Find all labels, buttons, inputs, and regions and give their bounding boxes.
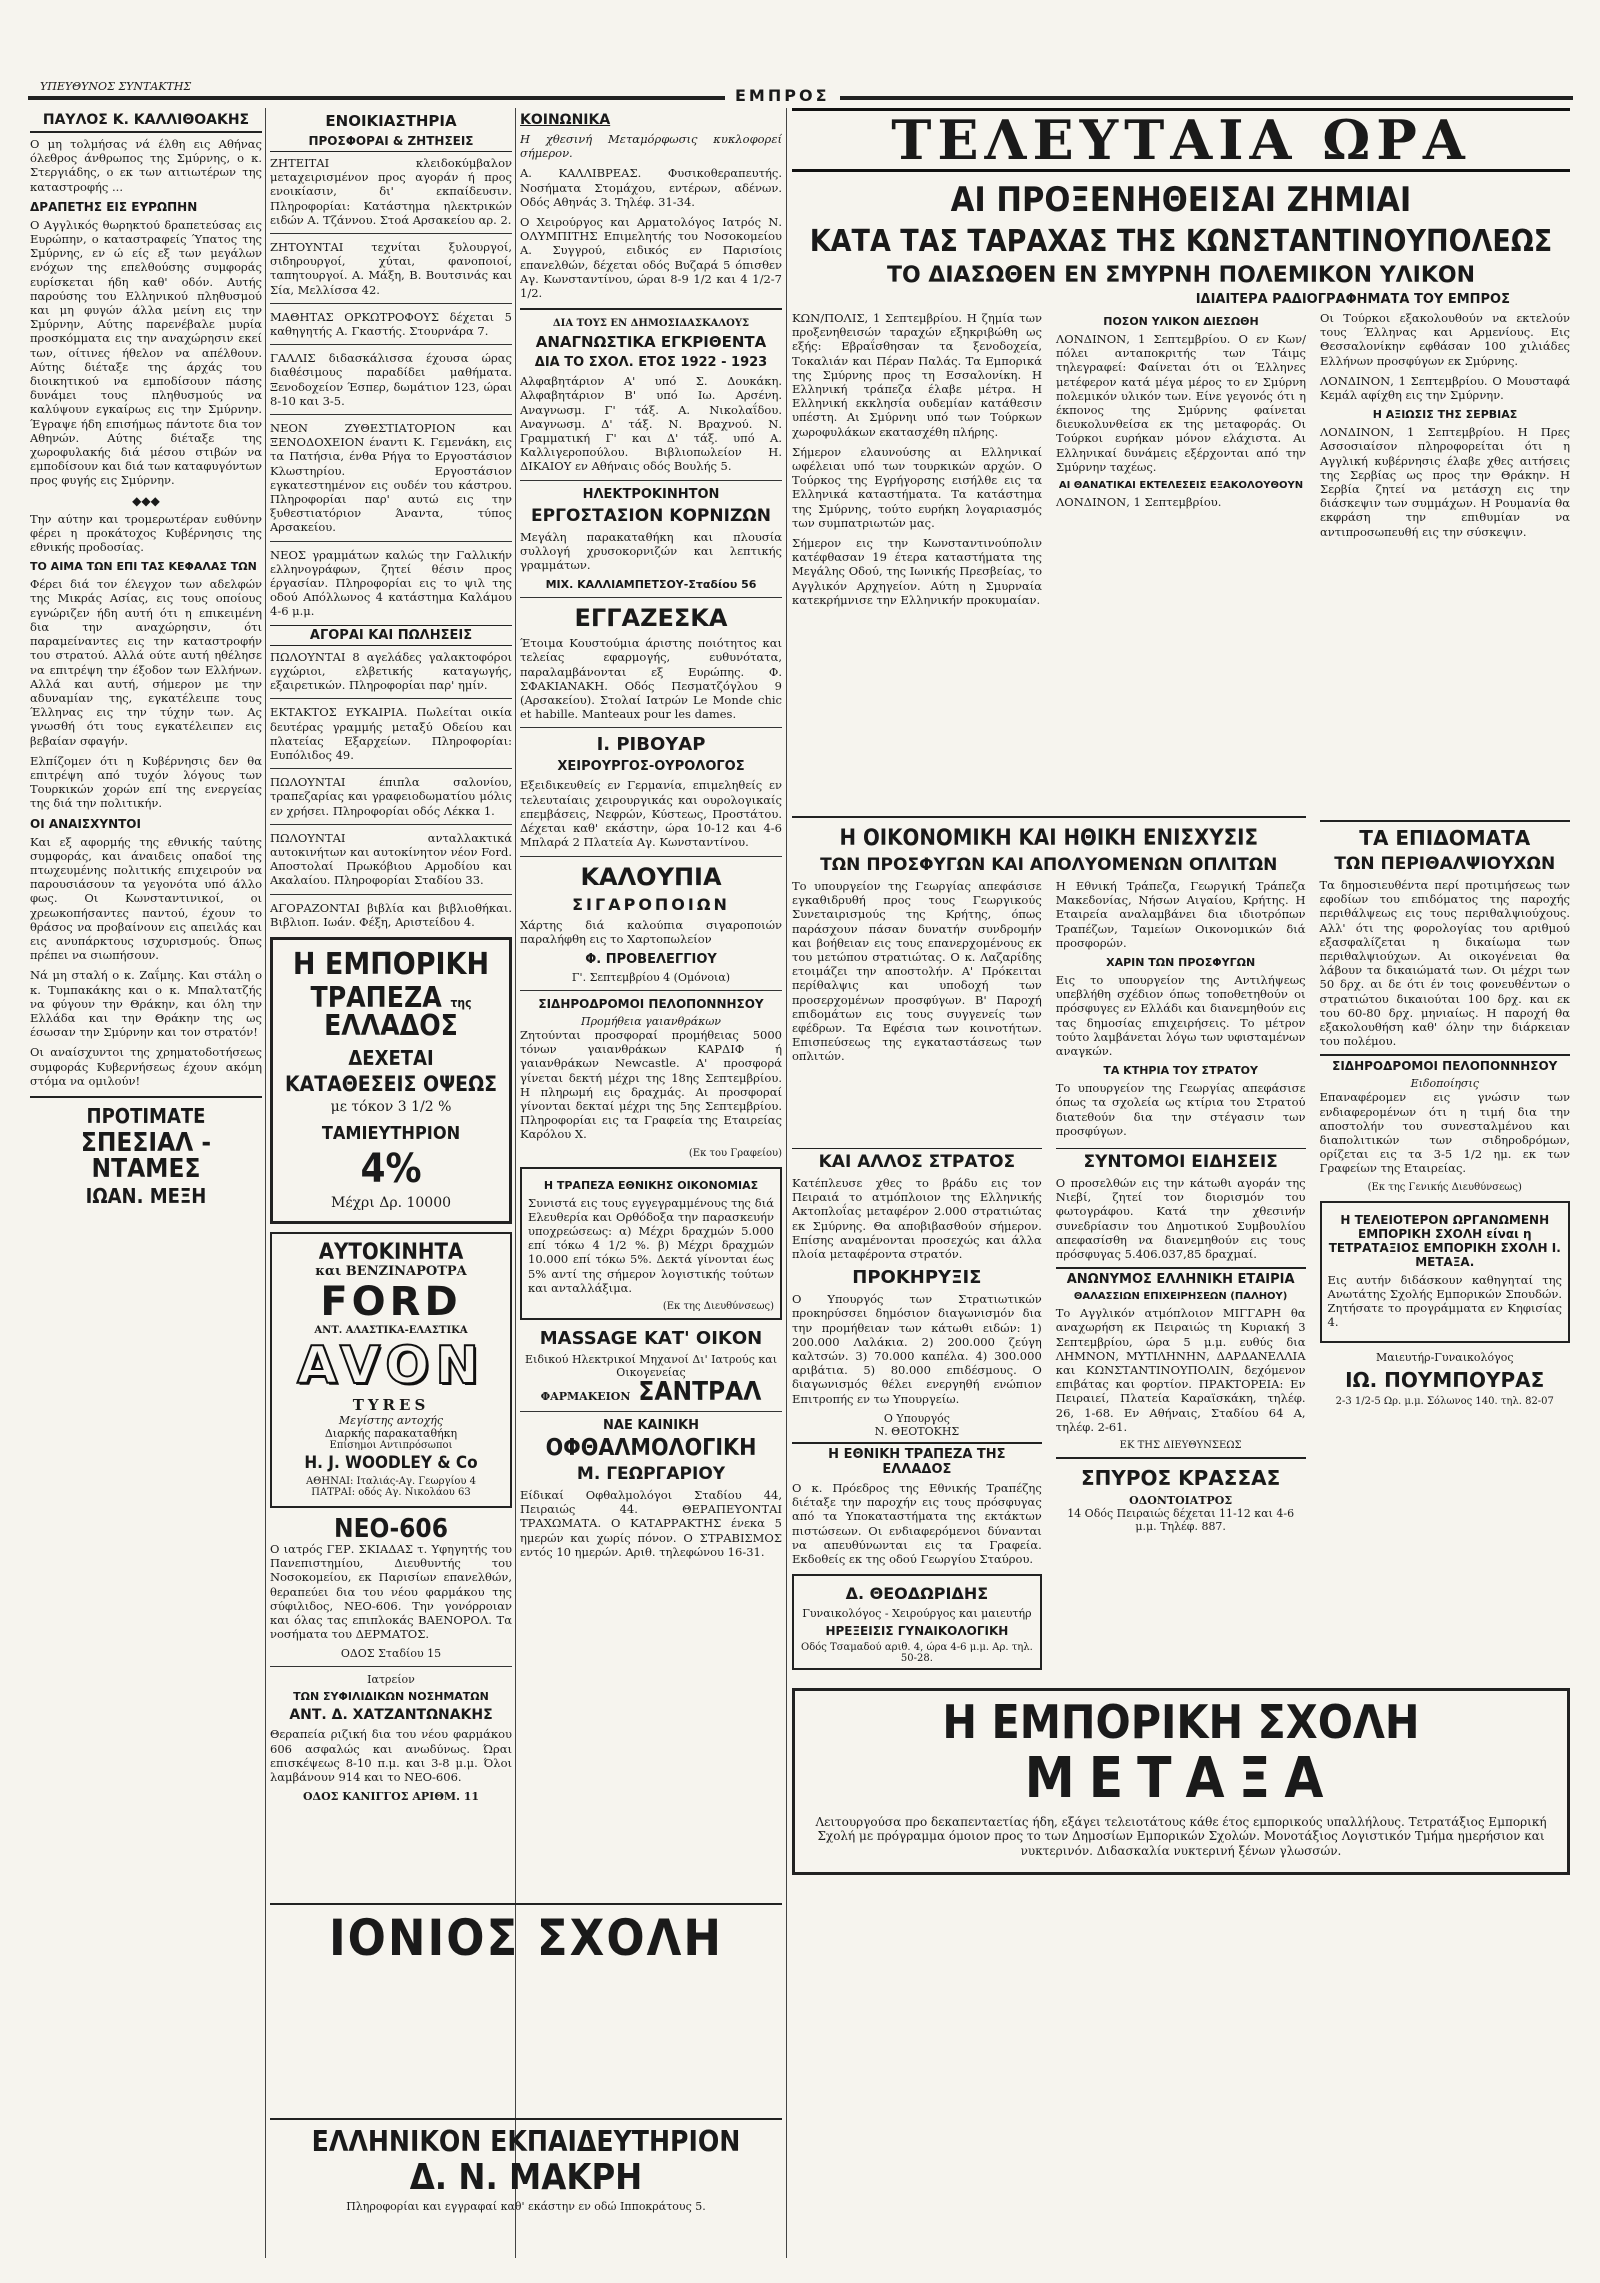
auto-ad-line: Μεγίστης αντοχής [338,1413,444,1427]
tailor-title: ΕΓΓΑΖΕΣΚΑ [574,604,728,633]
clinic-text: Θεραπεία ριζική δια του νέου φαρμάκου 606 ασφαλώς και ανωδύνως. Ώραι επισκέψεως 8-10 π.μ. και 3-8 μ.μ. Όλοι λαμβάνουν 914 και το ΝΕΟ-606. [270,1727,512,1784]
proclamation-headline: ΠΡΟΚΗΡΥΞΙΣ [852,1267,982,1289]
bank-ad-word: ΕΛΛΑΔΟΣ [324,1008,458,1042]
society-heading: ΚΟΙΝΩΝΙΚΑ [520,112,611,128]
classifieds-heading: ΕΝΟΙΚΙΑΣΤΗΡΙΑ [325,112,457,130]
national-bank-headline: Η ΕΘΝΙΚΗ ΤΡΑΠΕΖΑ ΤΗΣ ΕΛΛΑΔΟΣ [792,1442,1042,1477]
clinic-line: ΤΩΝ ΣΥΦΙΛΙΔΙΚΩΝ ΝΟΣΗΜΑΤΩΝ [293,1690,489,1704]
makris-school-ad [270,2110,782,2213]
neo606-text: Ο ιατρός ΓΕΡ. ΣΚΙΑΔΑΣ τ. Υφηγητής του Πανεπιστημίου, Διευθυντής του Νοσοκομείου, εκ Παρισίων επανελθών, θεραπεύει δια του νέου φαρμάκου της σύφιλιδος, ΝΕΟ-606. Την γονόρροιαν και όλας τας επιπλοκάς ΒΑΕΝΟΡΟΛ. Τα νοσήματα του ΔΕΡΜΑΤΟΣ. [270,1541,512,1642]
divider [520,990,782,991]
divider [520,1411,782,1412]
frames-kicker: ΗΛΕΚΤΡΟΚΙΝΗΤΟΝ [582,486,720,502]
editorial-paragraph: Ελπίζομεν ότι η Κυβέρνησις δεν θα επιτρέψη από τυχόν λόγους των Τουρκικών χορών επί της ενεργείας της διά την πολιτικήν. [30,753,262,811]
ionian-school-title: ΙΟΝΙΟΣ ΣΧΟΛΗ [328,1909,724,1967]
divider [520,308,782,310]
latest-hour-banner: ΤΕΛΕΥΤΑΙΑ ΩΡΑ [792,108,1570,172]
lead-credit: ΙΔΙΑΙΤΕΡΑ ΡΑΔΙΟΓΡΑΦΗΜΑΤΑ ΤΟΥ ΕΜΠΡΟΣ [1195,292,1510,307]
refugee-subheadline: ΤΩΝ ΠΡΟΣΦΥΓΩΝ ΚΑΙ ΑΠΟΛΥΟΜΕΝΩΝ ΟΠΛΙΤΩΝ [820,855,1278,875]
moulds-address: Γ'. Σεπτεμβρίου 4 (Ομόνοια) [571,970,731,984]
doctor-subtitle: ΧΕΙΡΟΥΡΓΟΣ-ΟΥΡΟΛΟΓΟΣ [557,759,745,775]
newspaper-name: ΕΜΠΡΟΣ [725,86,840,105]
editorial-paragraph: Την αύτην και τρομερωτέραν ευθύνην φέρει η προκάτοχος Κυβέρνησις της εθνικής προδοσίας. [30,511,262,555]
column-rule [786,108,787,2258]
allowance-subheadline: ΤΩΝ ΠΕΡΙΘΑΛΨΙΟΥΧΩΝ [1334,854,1556,874]
obstetrician-text: 2-3 1/2-5 Ωρ. μ.μ. Σόλωνος 140. τηλ. 82-07 [1335,1396,1554,1408]
allowance-text: Τα δημοσιευθέντα περί προτιμήσεως των εφοδίων του επιδόματος της παροχής περιθάλψεως εις τους περιθαλψιούχους. Αλλ' ότι της φορολογίας του αριθμού εξασφαλίζεται η δικαίωμα των περιθαλψιούχων. Αι οικογένειαι θα λάβουν τα δικαιώματά των. Οι μέχρι των 50 δρχ. αι δε ότι έν τοις φονευθέντων ο στρατιώτου δικαιούται 100 δρχ. και εκ του 60-80 δρχ. μηνιαίως. Η παροχή θα εξακολουθήση καθ' όλην την διάρκειαν του πολέμου. [1319,878,1570,1049]
school-notice [1320,1201,1570,1344]
commercial-school-title: Η ΕΜΠΟΡΙΚΗ ΣΧΟΛΗ [942,1695,1420,1750]
divider [270,303,512,304]
classified-ad: ΝΕΟΣ γραμμάτων καλώς την Γαλλικήν ελληνογράφων, ζητεί θέσιν προς έργασίαν. Πληροφορίαι εις το ψιλ της οδού Απόλλωνος 4 κατάστημα Καλάμου 4-6 μ.μ. [270,547,512,619]
refugee-columns [792,879,1306,1144]
doctor-title: Ι. ΡΙΒΟΥΑΡ [596,734,706,756]
massage-pharmacy [520,1376,782,1407]
editorial-heading: ΟΙ ΑΝΑΙΣΧΥΝΤΟΙ [30,816,141,831]
divider [270,233,512,234]
editorial-heading: ΤΟ ΑΙΜΑ ΤΩΝ ΕΠΙ ΤΑΣ ΚΕΦΑΛΑΣ ΤΩΝ [30,560,257,574]
school-notice-heading: Η ΤΕΛΕΙΟΤΕΡΟΝ ΩΡΓΑΝΩΜΕΝΗ ΕΜΠΟΡΙΚΗ ΣΧΟΛΗ είναι η ΤΕΤΡΑΤΑΞΙΟΣ ΕΜΠΟΡΙΚΗ ΣΧΟΛΗ Ι. ΜΕΤΑΞΑ. [1328,1212,1561,1269]
classified-ad: ΖΗΤΟΥΝΤΑΙ τεχνίται ξυλουργοί, σιδηρουργοί, χύται, φανοποιοί, ταπητουργοί. Α. Μάξη, Β. Βουτσινάς και Σία, Μελλίσσα 42. [270,240,512,297]
ophthalmic-title: ΟΦΘΑΛΜΟΛΟΓΙΚΗ [545,1434,757,1461]
classified-ad: ΓΑΛΛΙΣ διδασκάλισσα έχουσα ώρας διαθέσιμους παραδίδει μαθήματα. Ξενοδοχείον Έσπερ, δωμάτιον 123, ώραι 8-10 και 3-5. [270,351,512,408]
editorial-paragraph: Νά μη σταλή ο κ. Ζαΐμης. Και στάλη ο κ. Τυμπακάκης και ο κ. Μπαλτατζής να φύγουν την Θράκην, και όλη την Ελλάδα και την Θράκην της ως έσωσαν την Σμύρνην και τον στρατόν! [30,968,262,1040]
ionian-school-ad [270,1895,782,1967]
avon-logo: AVON [297,1335,485,1396]
auto-ad-title: ΑΥΤΟΚΙΝΗΤΑ [318,1239,464,1265]
editorial-paragraph: Και εξ αφορμής της εθνικής ταύτης συμφοράς, και άναιδεις οπαδοί της πτωχευμένης πολιτικής επιχειρούν να παρουσιάσουν τα γεγονότα υπό άλλο φως. Οι Κωνσταντινικοί, οι χρεωκοπήσαντες παντού, έχουν το θράσος να προβαίνουν εις απειλάς και εις ανυπάρκτους ισχυρισμούς. Όπως πρέπει να σιωπήσουν. [30,834,262,963]
clinic-address: ΟΔΟΣ ΚΑΝΙΓΓΟΣ ΑΡΙΘΜ. 11 [302,1790,480,1804]
lower-right [1320,816,1570,1678]
proclamation-sign: Ο Υπουργός Ν. ΘΕΟΤΟΚΗΣ [874,1411,960,1438]
refugee-text: Το υπουργείον της Γεωργίας απεφάσισε εγκαθιδρυθή προς τους Γεωργικούς Συνεταιρισμούς της Κρήτης, όπως παράσχουν πάσαν δυνατήν συνδρομήν και βοήθειαν εις τους επανερχομένους εκ του μετώπου στρατιώτας. Ο κ. Λαζαρίδης ετοιμάζει την αποστολήν. Α' Πρόκειται περίθαλψις και υποδοχή των προσερχομένων προσφύγων. Β' Παροχή επιδομάτων εις τους συγγενείς των εφέδρων. Τα Εφέσια των κοινοτήτων. Επισπεύσεως της εγκαταστάσεως των οπλιτών. [792,879,1042,1064]
gyn-ad [792,1574,1042,1670]
railway-heading: ΣΙΔΗΡΟΔΡΟΜΟΙ ΠΕΛΟΠΟΝΝΗΣΟΥ [538,996,764,1011]
lead-subheadline: ΤΟ ΔΙΑΣΩΘΕΝ ΕΝ ΣΜΥΡΝΗ ΠΟΛΕΜΙΚΟΝ ΥΛΙΚΟΝ [886,263,1476,288]
dentist-sub: ΟΔΟΝΤΟΙΑΤΡΟΣ [1129,1494,1233,1508]
frames-address: ΜΙΧ. ΚΑΛΛΙΑΜΠΕΤΣΟΥ-Σταδίου 56 [545,578,757,592]
bank-ad [270,937,512,1224]
railway2-heading: ΣΙΔΗΡΟΔΡΟΜΟΙ ΠΕΛΟΠΟΝΝΗΣΟΥ [1320,1054,1570,1073]
column-classifieds [270,108,512,2148]
bank-ad-line [279,980,503,1042]
savings-bank-ad [520,1167,782,1320]
director-label: ΥΠΕΥΘΥΝΟΣ ΣΥΝΤΑΚΤΗΣ [40,80,192,93]
gyn-text: Οδός Τσαμαδού αριθ. 4, ώρα 4-6 μ.μ. Αρ. τηλ. 50-28. [801,1642,1033,1665]
bank-ad-word: της [450,995,472,1010]
news-column [1320,311,1570,816]
refugee-section [792,816,1306,1144]
news-item: ΛΟΝΔΙΝΟΝ, 1 Σεπτεμβρίου. Η Πρες Ασσοσιαίσον πληροφορείται ότι η Αγγλική κυβέρνησις έλαβε χθες αιτήσεις της Σερβίας ως προς την Θράκην. Η Σερβία ζητεί να μετάσχη εις την διάσκεψιν των συμμάχων. Η Ρουμανία θα εκφράση την επιθυμίαν να αντιπροσωπευθή εις την σύσκεψιν. [1320,425,1570,539]
editorial-heading: ΔΡΑΠΕΤΗΣ ΕΙΣ ΕΥΡΩΠΗΝ [30,199,198,214]
ophthalmic-text: Είδικαί Οφθαλμολόγοι Σταδίου 44, Πειραιώς 44. ΘΕΡΑΠΕΥΟΝΤΑΙ ΤΡΑΧΩΜΑΤΑ. Ο ΚΑΤΑΡΡΑΚΤΗΣ ένεκα 5 ημερών και χωρίς πόνον. Ο ΣΤΡΑΒΙΣΜΟΣ εντός 10 ημερών. Αριθ. τηλεφώνου 16-31. [520,1487,782,1559]
shipping-headline: ΑΝΩΝΥΜΟΣ ΕΛΛΗΝΙΚΗ ΕΤΑΙΡΙΑ [1056,1267,1306,1287]
classified-ad: ΠΩΛΟΥΝΤΑΙ ανταλλακτικά αυτοκινήτων και αυτοκίνητον νέον Ford. Αποστολαί Πρωκόβιου Αρμοδίου και Ακαλαίου. Πληροφορίαι Σταδίου 33. [270,830,512,888]
divider [270,1903,782,1905]
news-item: ΛΟΝΔΙΝΟΝ, 1 Σεπτεμβρίου. Ο Μουσταφά Κεμάλ αφίχθη εις την Σμύρνην. [1320,373,1570,403]
classified-ad: ΠΩΛΟΥΝΤΑΙ 8 αγελάδες γαλακτοφόροι εγχώριοι, ελβετικής καταγωγής, εξαιρετικών. Πληροφορίαι παρ' ημίν. [270,649,512,693]
column-latest-news [792,108,1570,2258]
refugee-text: Εις το υπουργείον της Αντιλήψεως υπεβλήθη σχέδιον όπως τοποθετηθούν οι πρόσφυγες εν Ελλάδι και διανεμηθούν εις τας δημοσίας επιχειρήσεις. Το μέτρον τούτο λαμβάνεται λόγω των υφισταμένων αναγκών. [1055,973,1306,1059]
frames-text: Μεγάλη παρακαταθήκη και πλουσία συλλογή χρυσοκορνιζών και λεπτικής γραμμάτων. [520,529,782,573]
allowance-headline: ΤΑ ΕΠΙΔΟΜΑΤΑ [1320,820,1570,850]
moulds-title: ΚΑΛΟΥΠΙΑ [580,862,722,891]
schoolbook-subtitle: ΔΙΑ ΤΟ ΣΧΟΛ. ΕΤΟΣ 1922 - 1923 [534,355,768,371]
bank-ad-line: Η ΕΜΠΟΡΙΚΗ [292,946,490,982]
moulds-name: Φ. ΠΡΟΒΕΛΕΓΓΙΟΥ [585,951,717,967]
column-society [520,108,782,2098]
news-item: ΛΟΝΔΙΝΟΝ, 1 Σεπτεμβρίου. Ο εν Κων/πόλει ανταποκριτής των Τάιμς τηλεγραφεί: Φαίνεται ότι οι Έλληνες μετέφερον κατά μέγα μέρος το εν Σμύρνη πολεμικόν υλικόν των. Είνε γεγονός ότι η έκπονος της Σμύρνης φαίνεται διευκολυνθείσα εκ της μεταφοράς. Οι Τούρκοι ευρήκαν μόνον ελάχιστα. Αι Ελληνικαί δυνάμεις εξέρχονται από την Σμύρνην ταχέως. [1056,332,1306,474]
news-column [1056,311,1306,816]
ad-special-title: ΣΠΕΣΙΑΛ - ΝΤΑΜΕΣ [80,1127,212,1184]
society-item: Ο Χειρούργος και Αρματολόγος Ιατρός Ν. ΟΛΥΜΠΙΤΗΣ Επιμελητής του Νοσοκομείου Α. Συγγρού, ειδικός εν Παρισίοις επανελθών, δέχεται οδός Βυζαρά 5 όπισθεν Αγ. Κωνσταντίνου, ώραι 8-9 1/2 και 4 1/2-7 1/2. [520,215,782,301]
frames-title: ΕΡΓΟΣΤΑΣΙΟΝ ΚΟΡΝΙΖΩΝ [531,505,771,526]
doctor-text: Εξειδικευθείς εν Γερμανία, επιμεληθείς εν τελευταίαις χειρουργικάς και ουρολογικαίς επεμβάσεις, Νεφρών, Κύστεως, Προστάτου. Δέχεται καθ' εκάστην, ώρα 10-12 και 4-6 Μπλαρά 2 Πλατεία Αγ. Κωνσταντίνου. [520,778,782,850]
lead-headline: ΑΙ ΠΡΟΞΕΝΗΘΕΙΣΑΙ ΖΗΜΙΑΙ [950,180,1412,220]
refugee-heading: ΤΑ ΚΤΗΡΙΑ ΤΟΥ ΣΤΡΑΤΟΥ [1103,1064,1258,1078]
bank-ad-line: με τόκον 3 1/2 % [330,1098,452,1115]
classified-ad: ΝΕΟΝ ΖΥΘΕΣΤΙΑΤΟΡΙΟΝ και ΞΕΝΟΔΟΧΕΙΟΝ έναντι Κ. Γεμενάκη, εις τα Πατήσια, ένθα Ρήγα το Εργοστάσιον Κλωστηρίου. Εργοστάσιον εγκατεστημένον εις ουδέν του κάστρου. Πληροφορίαι παρ' αυτώ εις την ξυθεστιατόριον Άναντα, τύπος Αρσακείου. [270,421,512,535]
divider [520,597,782,598]
neo606-address: ΟΔΟΣ Σταδίου 15 [340,1647,442,1661]
news-item: ΛΟΝΔΙΝΟΝ, 1 Σεπτεμβρίου. [1056,495,1222,510]
divider [30,1096,262,1098]
classified-ad: ΑΓΟΡΑΖΟΝΤΑΙ βιβλία και βιβλιοθήκαι. Βιβλιοπ. Ιωάν. Φέξη, Αριστείδου 4. [270,900,512,929]
dentist-text: 14 Οδός Πειραιώς δέχεται 11-12 και 4-6 μ.μ. Τηλέφ. 887. [1067,1507,1295,1534]
editorial-intro: Ο μη τολμήσας νά έλθη εις Αθήνας όλεθρος άνθρωπος της Σμύρνης, ο κ. Στεργιάδης, ο εκ των αιτιωτέρων της καταστροφής ... [30,137,262,194]
auto-ad-line: ΑΘΗΝΑΙ: Ιταλιάς-Αγ. Γεωργίου 4 [305,1475,477,1487]
massage-pharmacy-name: ΣΑΝΤΡΑΛ [638,1376,762,1407]
savings-bank-text: Συνιστά εις τους εγγεγραμμένους της διά Ελευθερία και Ορθόδοξα την παρασκευήν υποχρεώσεως: α) Μέχρι δραχμών 5.000 επί τόκω 4 1/2 %. β) Μέχρι δραχμών 10.000 επί τόκω 5%. Δεκτά γίνονται έως 5% αντί της σήμερον λογιστικής τούτων και ανταλλάξιμα. [528,1195,774,1295]
lower-section [792,816,1570,1678]
gyn-sub: Γυναικολόγος - Χειρούργος και μαιευτήρ [802,1607,1032,1621]
news-columns [792,311,1570,816]
news-heading: ΑΙ ΘΑΝΑΤΙΚΑΙ ΕΚΤΕΛΕΣΕΙΣ ΕΞΑΚΟΛΟΥΘΟΥΝ [1058,480,1304,492]
refugee-text: Το υπουργείον της Γεωργίας απεφάσισε όπως τα σχολεία ως κτίρια του Στρατού διατεθούν δια την στέγασιν των προσφύγων. [1055,1081,1306,1138]
news-item: Οι Τούρκοι εξακολουθούν να εκτελούν τους Έλληνας και Αρμενίους. Εις Θεσσαλονίκην εφθάσαν 100 χιλιάδες Ελλήνων προσφύγων εκ Σμύρνης. [1320,311,1570,368]
divider [270,698,512,699]
schoolbook-text: Αλφαβητάριον Α' υπό Σ. Δουκάκη. Αλφαβητάριον Β' υπό Ιω. Αρσένη. Αναγνωσμ. Γ' τάξ. Α. Νικολαΐδου. Αναγνωσμ. Δ' τάξ. Ν. Βραχνού. Ν. Γραμματική Γ' και Δ' τάξ. υπό Α. Καλλιγεροπούλου. Βιβλιοπωλείον Η. ΔΙΚΑΙΟΥ εν Αθήναις οδός Βουλής 5. [520,374,782,474]
divider [520,856,782,857]
news-item: ΚΩΝ/ΠΟΛΙΣ, 1 Σεπτεμβρίου. Η ζημία των προξενηθεισών ταραχών εξηκριβώθη ως εξής: Εβραΐσθησαν τα ξενοδοχεία, Τοκαλιάν και Πέραν Παλάς. Τα Εμπορικά της Σμύρνης προς τη Εσσαλονίκη. Η Ελληνική τράπεζα έλαβε μέτρα. Η Ελληνική εκκλησία ουδεμίαν κατάθεσιν υπέστη. Αι Σμύρνηι υπό των Τούρκων χωροφυλάκων εκατασχέθη πλήρης. [792,311,1042,439]
auto-ad-line: Επίσημοι Αντιπρόσωποι [329,1439,453,1451]
obstetrician-name: ΙΩ. ΠΟΥΜΠΟΥΡΑΣ [1345,1368,1545,1393]
makris-school-text: Πληροφορίαι και εγγραφαί καθ' εκάστην εν οδώ Ιπποκράτους 5. [346,2200,706,2213]
bank-ad-word: ΤΡΑΠΕΖΑ [310,980,442,1014]
news-heading: ΠΟΣΟΝ ΥΛΙΚΟΝ ΔΙΕΣΩΘΗ [1103,315,1259,328]
news-column [792,311,1042,816]
gyn-sub2: ΗΡΕΞΕΙΣΙΣ ΓΥΝΑΙΚΟΛΟΓΙΚΗ [825,1624,1009,1639]
editorial-paragraph: Ο Αγγλικός θωρηκτού δραπετεύσας εις Ευρώπην, ο καταστραφείς Ύπατος της Σμύρνης, εν ώ είς εξ των μεγάλων ενόχων της επελθούσης συμφοράς ευρίσκεται ήδη καθ' οδόν. Αυτής παρούσης του Ελληνικού πληθυσμού και μη φυγών άλλα μείνη εις την Σμύρνην, Αύτης παρενέβαλε μυρία προσκόμματα εις την αναχώρησιν εκεί των, οίτινες ήθελον να απέλθουν. Αύτης διέταξε της άρχάς του διοικητικού να εμποδίσουν πάσης δυνάμει τους πληθυσμούς να καλύψουν εγκαίρως εις την Σμύρνην. Έγραψε ήδη επισήμως πάντοτε δια τον Αθηνών. Αύτης διέταξε της χωροφυλακής διά μέσου στιβών να εμποδίσουν και διά των καταφυγόντων προς φυγής εις Σμύρνην. [30,217,262,488]
school-notice-text: Εις αυτήν διδάσκουν καθηγηταί της Ανωτάτης Σχολής Εμπορικών Σπουδών. Ζητήσατε το προγράμματα εν Κηφισίας 4. [1327,1272,1562,1330]
ad-special-name: ΙΩΑΝ. ΜΕΞΗ [85,1183,207,1208]
commercial-school-name: ΜΕΤΑΞΑ [1024,1746,1338,1812]
brief-news-text: Ο προσελθών εις την κάτωθι αγοράν της Νιεβί, ζητεί τον διορισμόν του φωτογράφου. Κατά την χθεσινήν συνεδρίασιν του Δημοτικού Συμβουλίου απεφασίσθη να διανεμηθούν εις τους πρόσφυγας 5.406.037,85 δραχμαί. [1055,1176,1306,1262]
separator-ornament: ◆◆◆ [132,493,160,508]
auto-ad [270,1232,512,1508]
ad-prefer-label: ΠΡΟΤΙΜΑΤΕ [86,1103,206,1128]
refugee-heading: ΧΑΡΙΝ ΤΩΝ ΠΡΟΣΦΥΓΩΝ [1106,956,1256,970]
auto-ad-line: ΠΑΤΡΑΙ: οδός Αγ. Νικολάου 63 [311,1486,471,1498]
massage-pharmacy-label: ΦΑΡΜΑΚΕΙΟΝ [540,1389,631,1403]
divider [270,894,512,895]
news-item: Σήμερον εις την Κωνσταντινούπολιν κατέφθασαν 19 έτερα καταστήματα της Μεγάλης Οδού, της Ιωνικής Πρεσβείας, το Αγγλικόν Αρχηγείον. Αύτη η Σμυρναία κατεκρήμνισε την Ελληνικήν προκυμαίαν. [792,536,1042,607]
director-name: ΠΑΥΛΟΣ Κ. ΚΑΛΛΙΘΟΑΚΗΣ [30,112,262,133]
auto-ad-company: H. J. WOODLEY & Co [304,1452,478,1473]
lower-left [792,816,1306,1678]
auto-ad-line: Διαρκής παρακαταθήκη [324,1426,458,1440]
mid-column [792,1144,1042,1678]
sales-heading: ΑΓΟΡΑΙ ΚΑΙ ΠΩΛΗΣΕΙΣ [270,625,512,646]
ophthalmic-kicker: ΝΑΕ ΚΑΙΝΙΚΗ [603,1417,699,1433]
divider [270,541,512,542]
tailor-text: Έτοιμα Κουστούμια άριστης ποιότητος και τελείας εφαρμογής, ευθυνότατα, παραλαμβάνονται εξ Ευρώπης. Φ. ΣΦΑΚΙΑΝΑΚΗ. Οδός Πεσματζόγλου 9 (Αρσακείου). Στολαί Ιατρών Le Monde chic et habille. Manteaux pour les dames. [520,636,782,722]
ophthalmic-name: Μ. ΓΕΩΡΓΑΡΙΟΥ [576,1463,726,1484]
shipping-text: Το Αγγλικόν ατμόπλοιον ΜΙΓΓΑΡΗ θα αναχωρήση εκ Πειραιώς τη Κυριακή 3 Σεπτεμβρίου, ώρα 5 μ.μ. ευθύς δια ΛΗΜΝΟΝ, ΜΥΤΙΛΗΝΗΝ, ΔΑΡΔΑΝΕΛΛΙΑ και ΚΩΝΣΤΑΝΤΙΝΟΥΠΟΛΙΝ, δεχόμενον επιβάτας και φορτίον. ΠΡΑΚΤΟΡΕΙΑ: Εν Πειραιεί, Πλατεία Καραϊσκάκη, τηλέφ. 26, 1-68. Εν Αθήναις, Σταδίου 64 Α, τηλέφ. 2-61. [1055,1306,1306,1434]
clinic-line: Ιατρείον [367,1673,415,1687]
auto-ad-line: TYRES [352,1395,430,1414]
railway-sign: (Εκ του Γραφείου) [688,1147,782,1159]
schoolbook-title: ΑΝΑΓΝΩΣΤΙΚΑ ΕΓΚΡΙΘΕΝΤΑ [535,333,767,352]
moulds-text: Χάρτης διά καλούπια σιγαροποιών παραλήφθη εις το Χαρτοπωλείον [520,917,782,946]
commercial-school-ad [792,1688,1570,1875]
shipping-subheadline: ΘΑΛΑΣΣΙΩΝ ΕΠΙΧΕΙΡΗΣΕΩΝ (ΠΑΛΗΟΥ) [1073,1291,1288,1303]
refugee-column [1056,879,1306,1144]
classified-ad: ΜΑΘΗΤΑΣ ΟΡΚΩΤΡΟΦΟΥΣ δέχεται 5 καθηγητής Α. Γκαστής. Στουρνάρα 7. [270,309,512,339]
divider [520,480,782,481]
society-item: Η χθεσινή Μεταμόρφωσις κυκλοφορεί σήμερον. [520,132,782,161]
bank-ad-line: Μέχρι Δρ. 10000 [330,1194,452,1211]
massage-title: MASSAGE ΚΑΤ' ΟΙΚΟΝ [539,1327,763,1349]
shipping-sign: ΕΚ ΤΗΣ ΔΙΕΥΘΥΝΣΕΩΣ [1119,1440,1242,1452]
news-item: Σήμερον ελαυνούσης αι Ελληνικαί ωφέλειαι υπό των τουρκικών αρχών. Ο Τούρκος της Εγρήγορσης εισήλθε εις τα Ελληνικά καταστήματα. Τα κατάστημα της Σμύρνης, τούτο ευρήκη λογαριασμός των συμπατριωτών μας. [792,444,1042,530]
obstetrician-sub: Μαιευτήρ-Γυναικολόγος [1376,1351,1514,1365]
clinic-doctor: ΑΝΤ. Δ. ΧΑΤΖΑΝΤΩΝΑΚΗΣ [289,1707,493,1724]
divider [270,824,512,825]
editorial-paragraph: Οι αναίσχυντοι της χρηματοδοτήσεως συμφοράς Κυβερνήσεως έχουν ακόμη στόμα να ομιλούν! [30,1045,262,1088]
column-editorial [30,108,262,2258]
bank-ad-line: ΚΑΤΑΘΕΣΕΙΣ ΟΨΕΩΣ [284,1071,498,1096]
column-rule [265,108,266,2258]
railway-subheading: Προμήθεια γαιανθράκων [580,1014,721,1028]
railway2-text: Επαναφέρομεν εις γνώσιν των ενδιαφερομένων ότι η τιμή δια την αποστολήν του συνεσταλμένου και διαπολιτικών των σιδηροδρόμων, ορίζεται εις τα 3-5 1/2 ημ. εκ των Γραφείων της Εταιρείας. [1319,1090,1570,1176]
refugee-headline: Η ΟΙΚΟΝΟΜΙΚΗ ΚΑΙ ΗΘΙΚΗ ΕΝΙΣΧΥΣΙΣ [839,826,1258,851]
classified-ad: ΖΗΤΕΙΤΑΙ κλειδοκύμβαλον μεταχειρισμένον προς αγοράν ή προς ενοικίασιν, δι' εκπαίδευσιν. Πληροφορίαι: Κατάστημα ηλεκτρικών ειδών Α. Τζάννου. Στοά Αρσακείου αρ. 2. [270,156,512,227]
divider [270,768,512,769]
railway-text: Ζητούνται προσφοραί προμήθειας 5000 τόνων γαιανθράκων ΚΑΡΔΙΦ ή γαιανθράκων Newcastle. Α' προσφορά γίνεται δεκτή μέχρι της 18ης Σεπτεμβρίου. Η πληρωμή εις δραχμάς. Αι προσφοραί γίνονται δεκταί μέχρι της 5ης Σεπτεμβρίου. Πληροφορίαι εις τα Γραφεία της Εταιρείας Καρόλου Χ. [520,1027,782,1142]
army-text: Κατέπλευσε χθες το βράδυ εις τον Πειραιά το ατμόπλοιον της Ελληνικής Ακτοπλοΐας μεταφέρον 2.000 στρατιώτας εκ Σμύρνης. Θα αποβιβασθούν σήμερον. Επίσης αναμένονται προσεχώς και άλλα πλοία μεταφέροντα στρατόν. [792,1176,1042,1262]
bank-ad-rate: 4% [360,1145,422,1192]
news-heading: Η ΑΞΙΩΣΙΣ ΤΗΣ ΣΕΡΒΙΑΣ [1372,408,1518,422]
divider [520,727,782,728]
makris-school-title: ΕΛΛΗΝΙΚΟΝ ΕΚΠΑΙΔΕΥΤΗΡΙΟΝ [311,2125,741,2158]
dentist-ad [1056,1457,1306,1533]
classifieds-subheading: ΠΡΟΣΦΟΡΑΙ & ΖΗΤΗΣΕΙΣ [270,134,512,152]
divider [270,1666,512,1667]
commercial-school-text: Λειτουργούσα προ δεκαπενταετίας ήδη, εξάγει τελειοτάτους κάθε έτος εμπορικούς υπαλλήλους. Τετρατάξιος Εμπορική Σχολή με πρόγραμμα όμοιον προς το των Δημοσίων Εμπορικών Σχολών. Μονοτάξιος Λογιστικόν Τμήμα ημερήσιον και νυκτερινόν. Διδασκαλία νυκτερινή ξένων γλωσσών. [815,1815,1547,1858]
savings-bank-heading: Η ΤΡΑΠΕΖΑ ΕΘΝΙΚΗΣ ΟΙΚΟΝΟΜΙΑΣ [543,1178,759,1192]
bank-ad-line: ΤΑΜΙΕΥΤΗΡΙΟΝ [321,1122,461,1144]
divider [270,414,512,415]
mid-columns [792,1144,1306,1678]
moulds-subtitle: ΣΙΓΑΡΟΠΟΙΩΝ [572,894,730,914]
massage-text: Ειδικού Ηλεκτρικοί Μηχανοί Δι' Ιατρούς και Οικογενείας [524,1352,778,1379]
dentist-name: ΣΠΥΡΟΣ ΚΡΑΣΣΑΣ [1081,1466,1281,1491]
mid-column [1056,1144,1306,1678]
editorial-paragraph: Φέρει διά τον έλεγχον των αδελφών της Μικράς Ασίας, εις τους οποίους εγνώριζεν ήδη αυτή ότι η επικειμένη δια την αναχώρησιν, ότι παραμείναντες εις την καταστροφήν του στρατού. Αλλά ούτε αυτή ηθέλησε να επιτρέψη την έξοδον των Ελλήνων. Αλλά και αυτή, σήμερον με την αδυναμίαν της, εγκατέλειπε τους Έλληνας εις την τύχην των. Ας γνωσθή ότι τους εγκατέλειπεν εις βεβαίαν σφαγήν. [30,577,262,748]
brief-news-headline: ΣΥΝΤΟΜΟΙ ΕΙΔΗΣΕΙΣ [1056,1148,1306,1172]
bank-ad-line: ΔΕΧΕΤΑΙ [348,1045,434,1070]
railway2-sub: Ειδοποίησις [1410,1077,1479,1091]
army-headline: ΚΑΙ ΑΛΛΟΣ ΣΤΡΑΤΟΣ [792,1148,1042,1172]
society-item: Α. ΚΑΛΛΙΒΡΕΑΣ. Φυσικοθεραπευτής. Νοσήματα Στομάχου, εντέρων, αδένων. Οδός Αθηνάς 3. Τηλέφ. 31-34. [520,166,782,209]
national-bank-text: Ο κ. Πρόεδρος της Εθνικής Τραπέζης διέταξε την παροχήν εις τους πρόσφυγας από τα Υποκαταστήματα της εκτάκτων πιστώσεων. Οι ενδιαφερόμενοι δύνανται να απευθύνωνται εις τα Γραφεία. Εκδοθείς εκ της οδού Γεωργίου Σταύρου. [792,1480,1042,1566]
lead-headline-2: ΚΑΤΑ ΤΑΣ ΤΑΡΑΧΑΣ ΤΗΣ ΚΩΝΣΤΑΝΤΙΝΟΥΠΟΛΕΩΣ [809,224,1553,259]
neo606-title: ΝΕΟ-606 [334,1513,448,1544]
railway2-sign: (Εκ της Γενικής Διευθύνσεως) [1367,1181,1522,1193]
makris-school-name: Δ. Ν. ΜΑΚΡΗ [409,2157,643,2198]
refugee-column [792,879,1042,1144]
ford-logo: FORD [320,1278,462,1325]
proclamation-text: Ο Υπουργός των Στρατιωτικών προκηρύσσει δημόσιον διαγωνισμόν δια την προμήθειαν των κάτωθι ειδών: 1) 200.000 Λαλάκια. 2) 200.000 ζεύγη καλτσών. 3) 70.000 καπέλα. 4) 300.000 αριβάτια. 5) 80.000 επιδέσμους. Ο διαγωνισμός θέλει ενεργηθή ενώπιον Επιτροπής εν τω Υπουργείω. [792,1292,1042,1406]
auto-ad-subtitle: και ΒΕΝΖΙΝΑΡΟΤΡΑ [315,1263,467,1279]
auto-ad-line: ΑΝΤ. ΑΛΑΣΤΙΚΑ-ΕΛΑΣΤΙΚΑ [314,1324,468,1336]
savings-bank-sign: (Εκ της Διευθύνσεως) [662,1300,774,1312]
schoolbook-kicker: ΔΙΑ ΤΟΥΣ ΕΝ ΔΗΜΟΣΙΔΑΣΚΑΛΟΥΣ [552,318,750,330]
classified-ad: ΠΩΛΟΥΝΤΑΙ έπιπλα σαλονίου, τραπεζαρίας και γραφειοδωματίου μόλις εν χρήσει. Πληροφορίαι οδός Λέκκα 1. [270,775,512,818]
classified-ad: ΕΚΤΑΚΤΟΣ ΕΥΚΑΙΡΙΑ. Πωλείται οικία δευτέρας γραμμής μεταξύ Οδείου και πλατείας Εξαρχείων. Πληροφορίαι: Ευπόλιδος 49. [270,705,512,762]
refugee-text: Η Εθνική Τράπεζα, Γεωργική Τράπεζα Μακεδονίας, Νήσων Αιγαίου, Κρήτης. Η Εταιρεία αναλαμβάνει δια ιδιοτρόπων Τραπέζων, Ταμείων Οικονομικών διά προσφορών. [1055,879,1306,950]
gyn-title: Δ. ΘΕΟΔΩΡΙΔΗΣ [845,1584,989,1604]
divider [270,344,512,345]
divider [270,2118,782,2120]
